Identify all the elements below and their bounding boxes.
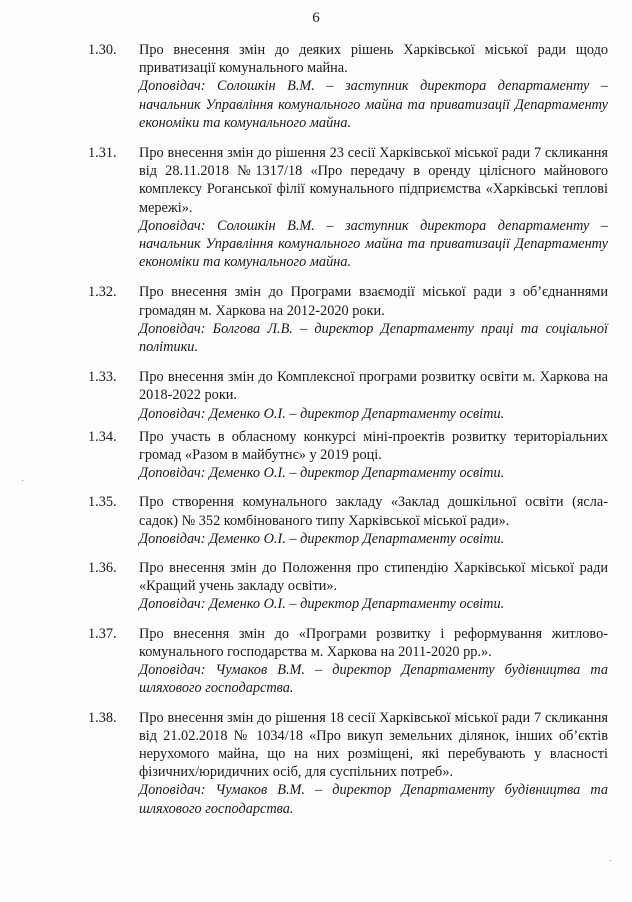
item-body [139, 428, 608, 483]
item-speaker: Доповідач: Деменко О.І. – директор Департаменту освіти. [139, 405, 505, 422]
item-speaker: Доповідач: Деменко О.І. – директор Департаменту освіти. [139, 596, 505, 613]
item-speaker: Доповідач: Болгова Л.В. – директор Департаменту праці та соціальної політики. [139, 320, 608, 356]
agenda-item [88, 625, 608, 698]
item-number: 1.37. [88, 625, 117, 642]
item-speaker: Доповідач: Чумаков В.М. – директор Департаменту будівництва та шляхового господарства. [139, 662, 608, 697]
item-body [139, 625, 608, 698]
agenda-item [88, 368, 608, 423]
item-body [139, 283, 608, 356]
agenda-item [88, 493, 608, 548]
agenda-list [88, 41, 608, 818]
item-body [139, 41, 608, 132]
item-title: Про внесення змін до рішення 23 сесії Харківської міської ради 7 скликання від 28.11.2018 №1317/18 «Про передачу в оренду цілісного майнового комплексу Роганської філії комунального підприємства «Харківські теплові мережі». [139, 145, 608, 216]
item-body [139, 368, 608, 423]
item-title: Про внесення змін до Положення про стипендію Харківської міської ради «Кращий учень закладу освіти». [139, 560, 608, 595]
item-title: Про внесення змін до рішення 18 сесії Харківської міської ради 7 скликання від 21.02.2018 № 1034/18 «Про викуп земельних ділянок, інших об’єктів нерухомого майна, що на них розміщені, які перебувають у власності фізичних/юридичних осіб, для суспільних потреб». [139, 709, 608, 781]
item-speaker: Доповідач: Деменко О.І. – директор Департаменту освіти. [139, 465, 505, 482]
item-speaker: Доповідач: Чумаков В.М. – директор Департаменту будівництва та шляхового господарства. [139, 782, 608, 817]
item-title: Про внесення змін до Програми взаємодії міської ради з об’єднаннями громадян м. Харкова на 2012-2020 роки. [139, 284, 608, 319]
agenda-item [88, 144, 608, 271]
item-title: Про участь в обласному конкурсі міні-проектів розвитку територіальних громад «Разом в майбутнє» у 2019 році. [139, 428, 608, 464]
item-title: Про внесення змін до Комплексної програми розвитку освіти м. Харкова на 2018-2022 роки. [139, 369, 608, 404]
item-body [139, 493, 608, 548]
item-title: Про внесення змін до деяких рішень Харківської міської ради щодо приватизації комунального майна. [139, 42, 608, 77]
item-number: 1.33. [88, 369, 117, 386]
item-number: 1.36. [88, 560, 117, 577]
item-number: 1.35. [88, 494, 117, 511]
item-speaker: Доповідач: Солошкін В.М. – заступник директора департаменту – начальник Управління комунального майна та приватизації Департаменту економіки та комунального майна. [139, 78, 608, 131]
item-title: Про внесення змін до «Програми розвитку і реформування житлово-комунального господарства м. Харкова на 2011-2020 рр.». [139, 625, 608, 660]
item-number: 1.32. [88, 284, 117, 301]
scan-speck [22, 480, 23, 481]
item-body [139, 144, 608, 271]
page-number: 6 [312, 10, 320, 26]
agenda-item [88, 283, 608, 356]
scan-speck [610, 860, 611, 861]
agenda-item [88, 41, 608, 132]
item-number: 1.30. [88, 42, 117, 58]
item-speaker: Доповідач: Солошкін В.М. – заступник директора департаменту – начальник Управління комунального майна та приватизації Департаменту економіки та комунального майна. [139, 217, 608, 271]
item-body [139, 559, 608, 614]
agenda-item [88, 709, 608, 818]
item-title: Про створення комунального закладу «Заклад дошкільної освіти (ясла-садок) № 352 комбінованого типу Харківської міської ради». [139, 494, 608, 529]
item-number: 1.31. [88, 145, 117, 162]
item-body [139, 709, 608, 818]
item-speaker: Доповідач: Деменко О.І. – директор Департаменту освіти. [139, 530, 505, 547]
agenda-item [88, 559, 608, 614]
item-number: 1.34. [88, 428, 117, 445]
agenda-item [88, 428, 608, 483]
item-number: 1.38. [88, 709, 117, 726]
